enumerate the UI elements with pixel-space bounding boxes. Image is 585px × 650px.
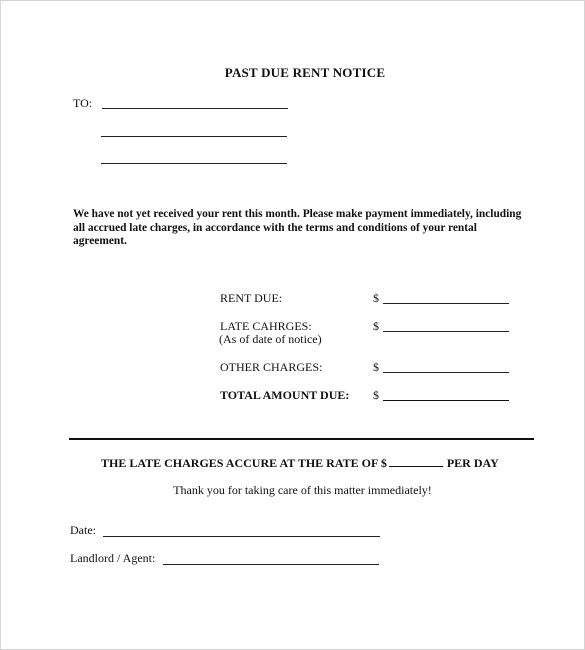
total-amount-label: TOTAL AMOUNT DUE: [220, 388, 350, 402]
late-charges-label: LATE CAHRGES: [220, 319, 312, 333]
to-line-1[interactable] [102, 108, 288, 109]
late-rate-amount-blank[interactable] [389, 455, 443, 467]
late-rate-line [101, 455, 499, 471]
date-label: Date: [70, 523, 96, 537]
other-charges-dollar: $ [373, 360, 379, 374]
to-line-2[interactable] [101, 136, 287, 137]
landlord-agent-signature-line[interactable] [163, 564, 379, 565]
other-charges-label: OTHER CHARGES: [220, 360, 323, 374]
other-charges-amount-line[interactable] [383, 372, 509, 373]
section-divider [69, 438, 534, 440]
landlord-agent-label: Landlord / Agent: [70, 551, 156, 565]
date-line[interactable] [103, 536, 380, 537]
thank-you-text: Thank you for taking care of this matter immediately! [173, 483, 432, 497]
late-rate-prefix: THE LATE CHARGES ACCURE AT THE RATE OF $ [101, 456, 387, 470]
rent-due-label: RENT DUE: [220, 291, 283, 305]
late-charges-dollar: $ [373, 319, 379, 333]
late-charges-sublabel: (As of date of notice) [219, 332, 322, 346]
rent-due-amount-line[interactable] [383, 303, 509, 304]
notice-body-text: We have not yet received your rent this month. Please make payment immediately, including all accrued late charges, in accordance with the terms and conditions of your rental agreement. [73, 208, 522, 247]
total-amount-line[interactable] [383, 400, 509, 401]
rent-due-dollar: $ [373, 291, 379, 305]
late-rate-suffix: PER DAY [446, 456, 499, 470]
total-amount-dollar: $ [373, 388, 379, 402]
to-line-3[interactable] [101, 163, 287, 164]
to-label: TO: [73, 96, 93, 110]
late-charges-amount-line[interactable] [383, 331, 509, 332]
notice-title: PAST DUE RENT NOTICE [224, 65, 386, 80]
